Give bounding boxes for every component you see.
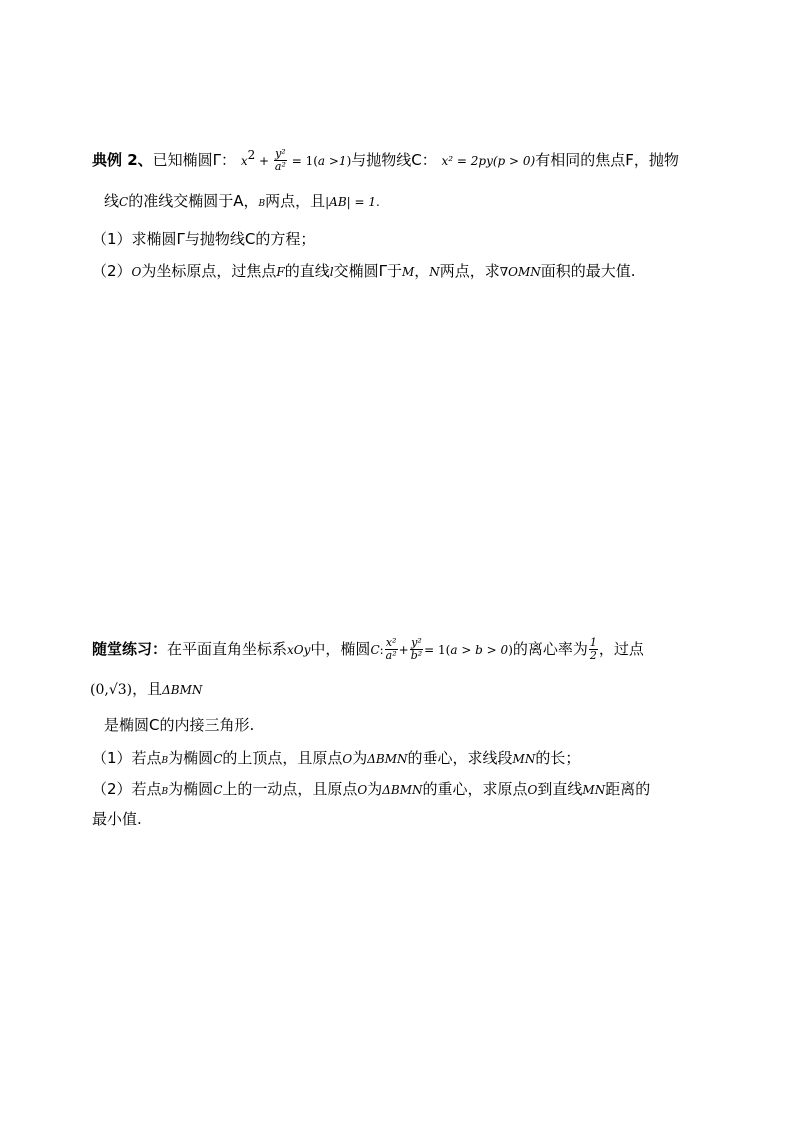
practice-frac-x — [385, 637, 398, 662]
ellipse-plus: + — [255, 154, 273, 169]
practice-half-num: 1 — [589, 636, 597, 649]
p1-C: C — [213, 752, 223, 766]
q2-O: O — [131, 265, 142, 279]
line2-c2: 两点，且 — [265, 192, 326, 210]
practice-cond: a > b > 0 — [450, 643, 509, 658]
p2-g: 距离的 — [605, 780, 651, 798]
p1-e: 的垂心，求线段 — [407, 749, 513, 767]
q2-e: ， — [414, 262, 430, 280]
p2-d: 为 — [367, 780, 383, 798]
practice-frac-y — [410, 637, 423, 662]
p2-c: 上的一动点，且原点 — [222, 780, 358, 798]
practice-close: ) — [508, 643, 513, 658]
practice-frac-x-den: a² — [385, 649, 397, 663]
practice-t2: 中，椭圆 — [310, 640, 371, 659]
p2-O2: O — [527, 783, 538, 797]
q2-F: F — [276, 265, 285, 279]
practice-point: (0,√3) — [90, 682, 133, 698]
example-intro: 已知椭圆Γ： — [152, 151, 237, 170]
p1-a: （1）若点 — [92, 749, 162, 767]
practice-question-2 — [92, 780, 650, 798]
practice-t3: 的离心率为 — [512, 640, 588, 659]
practice-frac-y-den: b² — [410, 649, 423, 663]
parabola-cond: (p > 0) — [492, 154, 536, 169]
q2-g: 面积的最大值. — [540, 262, 636, 280]
practice-line-3: 是椭圆C的内接三角形. — [104, 716, 255, 734]
same-focus: 有相同的焦点F，抛物 — [535, 151, 679, 170]
q2-M: M — [401, 265, 415, 279]
example-label: 典例 2、 — [92, 151, 153, 170]
p2-C: C — [213, 783, 223, 797]
practice-line-2 — [90, 680, 202, 699]
p2-e: 的重心，求原点 — [422, 780, 528, 798]
p1-MN: MN — [512, 752, 536, 766]
line2-a: 线 — [104, 192, 120, 210]
practice-label: 随堂练习： — [92, 640, 168, 659]
example-line-2 — [104, 192, 380, 210]
line2-ab: |AB| = 1. — [325, 195, 380, 209]
q2-d: 交椭圆Γ于 — [333, 262, 402, 280]
line2-b: 的准线交椭圆于A， — [128, 192, 259, 210]
p1-b: 为椭圆 — [168, 749, 214, 767]
ellipse-frac-num: y² — [275, 147, 286, 160]
parabola-eq: x² = 2py — [441, 154, 493, 169]
p1-c: 的上顶点，且原点 — [222, 749, 343, 767]
example-question-1: （1）求椭圆Γ与抛物线C的方程； — [92, 230, 316, 248]
p2-MN: MN — [582, 783, 606, 797]
p1-d: 为 — [352, 749, 368, 767]
practice-half-den: 2 — [589, 649, 597, 663]
practice-plus: + — [398, 643, 409, 658]
line2-B: B — [258, 199, 266, 209]
practice-question-1 — [92, 749, 580, 767]
with-parabola: 与抛物线C： — [351, 151, 437, 170]
practice-frac-y-num: y² — [411, 636, 422, 649]
ellipse-x: x — [240, 154, 248, 169]
practice-eq: = 1( — [424, 643, 451, 658]
practice-tri: ΔBMN — [162, 683, 203, 697]
practice-t4: ，过点 — [598, 640, 644, 659]
q2-f: 两点，求 — [439, 262, 500, 280]
ellipse-cond: a >1 — [317, 154, 347, 169]
q2-c: 的直线 — [284, 262, 330, 280]
ellipse-close: ) — [346, 154, 352, 169]
p1-O: O — [342, 752, 353, 766]
q2-a: （2） — [92, 262, 132, 280]
practice-t1: 在平面直角坐标系 — [167, 640, 288, 659]
p2-f: 到直线 — [537, 780, 583, 798]
example-line-1: 典例 2、已知椭圆Γ： $x^2$ + $\frac{\text{y²}}{\text{a²}}$ = 1(a >1)与抛物线C： x² = 2py(p > 0)有相同的焦点F，抛物 — [92, 147, 679, 174]
p2-tri: ΔBMN — [382, 783, 423, 797]
p1-tri: ΔBMN — [367, 752, 408, 766]
q2-b: 为坐标原点，过焦点 — [141, 262, 277, 280]
practice-colon: : — [379, 643, 384, 658]
practice-t5: ，且 — [132, 680, 163, 698]
p1-B: B — [161, 756, 169, 766]
p2-B: B — [161, 787, 169, 797]
p2-a: （2）若点 — [92, 780, 162, 798]
practice-question-2-cont: 最小值. — [92, 810, 142, 828]
practice-C: C — [370, 643, 380, 658]
ellipse-eq-rest: = 1( — [287, 154, 318, 169]
q2-tri: ∇OMN — [499, 265, 541, 279]
p2-O: O — [357, 783, 368, 797]
example-question-2 — [92, 262, 636, 280]
practice-half — [589, 637, 598, 662]
practice-frac-x-num: x² — [385, 636, 397, 649]
ellipse-fraction — [274, 148, 287, 173]
practice-xoy: xOy — [287, 643, 311, 658]
practice-line-1 — [92, 637, 644, 662]
p1-f: 的长； — [535, 749, 581, 767]
line2-c: C — [119, 195, 129, 209]
q2-N: N — [429, 265, 440, 279]
p2-b: 为椭圆 — [168, 780, 214, 798]
q2-l: l — [329, 265, 334, 279]
ellipse-frac-den: a² — [274, 160, 286, 174]
